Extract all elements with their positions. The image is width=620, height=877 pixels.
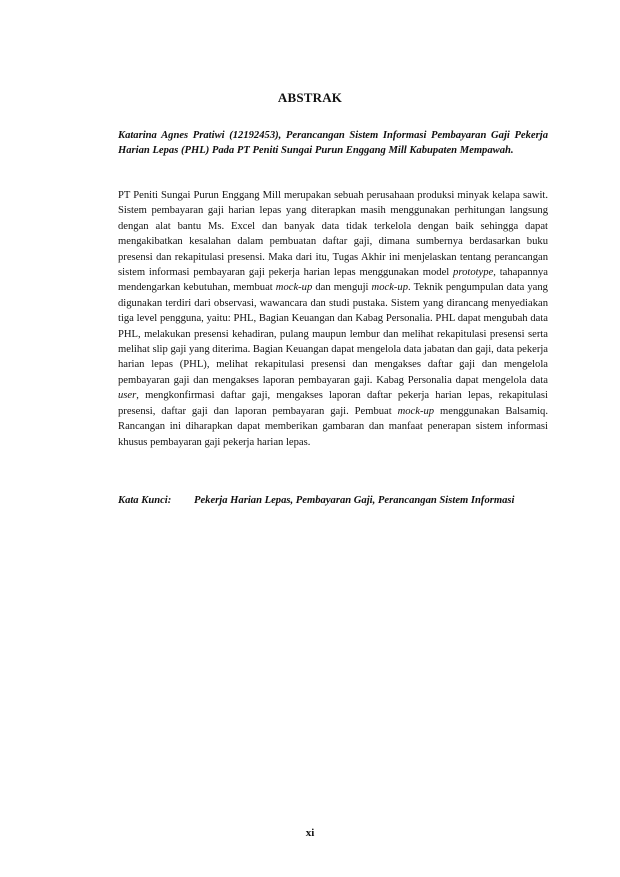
page-number: xi bbox=[305, 827, 315, 839]
keywords-text: Pekerja Harian Lepas, Pembayaran Gaji, Perancangan Sistem Informasi bbox=[194, 495, 515, 506]
abstract-text: , tahapannya mendengarkan kebutuhan, membuat bbox=[118, 267, 548, 294]
author-heading: Katarina Agnes Pratiwi (12192453), Perancangan Sistem Informasi Pembayaran Gaji Pekerja Harian Lepas (PHL) Pada PT Peniti Sungai Purun Enggang Mill Kabupaten Mempawah. bbox=[118, 130, 548, 157]
abstract-term: mock-up bbox=[397, 405, 435, 417]
abstract-text: menggunakan Balsamiq. Rancangan ini diharapkan dapat memberikan gambaran dan manfaat penerapan sistem informasi khusus pembayaran gaji pekerja harian lepas. bbox=[118, 405, 548, 448]
keywords-label: Kata Kunci: bbox=[118, 495, 172, 506]
abstract-paragraph bbox=[118, 188, 548, 450]
abstract-text: . Teknik pengumpulan data yang digunakan terdiri dari observasi, wawancara dan studi pustaka. Sistem yang dirancang menyediakan tiga level pengguna, yaitu: PHL, Bagian Keuangan dan Kabag Personalia. PHL dapat mengubah data PHL, melakukan presensi kehadiran, pulang maupun lembur dan melihat rekapitulasi presensi serta melihat slip gaji yang diterima. Bagian Keuangan dapat mengelola data jabatan dan gaji, data pekerja harian lepas (PHL), melihat rekapitulasi presensi dan mengakses daftar gaji dan mengelola pembayaran gaji dan mengakses laporan pembayaran gaji. Kabag Personalia dapat mengelola data bbox=[118, 282, 548, 386]
keywords-section bbox=[118, 493, 548, 508]
abstract-text: , mengkonfirmasi daftar gaji, mengakses laporan daftar pekerja harian lepas, rekapitulasi presensi, daftar gaji dan laporan pembayaran gaji. Pembuat bbox=[118, 390, 548, 417]
page-title: ABSTRAK bbox=[277, 90, 343, 105]
abstract-text: PT Peniti Sungai Purun Enggang Mill merupakan sebuah perusahaan produksi minyak kelapa sawit. Sistem pembayaran gaji harian lepas yang diterapkan masih menggunakan perhitungan langsung dengan alat bantu Ms. Excel dan banyak data tidak terkelola dengan baik sehingga dapat mengakibatkan kesalahan dalam pembuatan daftar gaji, dimana sumbernya berdasarkan buku presensi dan rekapitulasi presensi. Maka dari itu, Tugas Akhir ini menjelaskan tentang perancangan sistem informasi pembayaran gaji pekerja harian lepas menggunakan model bbox=[118, 190, 548, 279]
abstract-term: mock-up bbox=[371, 282, 409, 294]
abstract-term: user bbox=[118, 390, 137, 402]
abstract-term: prototype bbox=[453, 267, 494, 279]
abstract-text: dan menguji bbox=[312, 282, 372, 294]
abstract-term: mock-up bbox=[275, 282, 313, 294]
